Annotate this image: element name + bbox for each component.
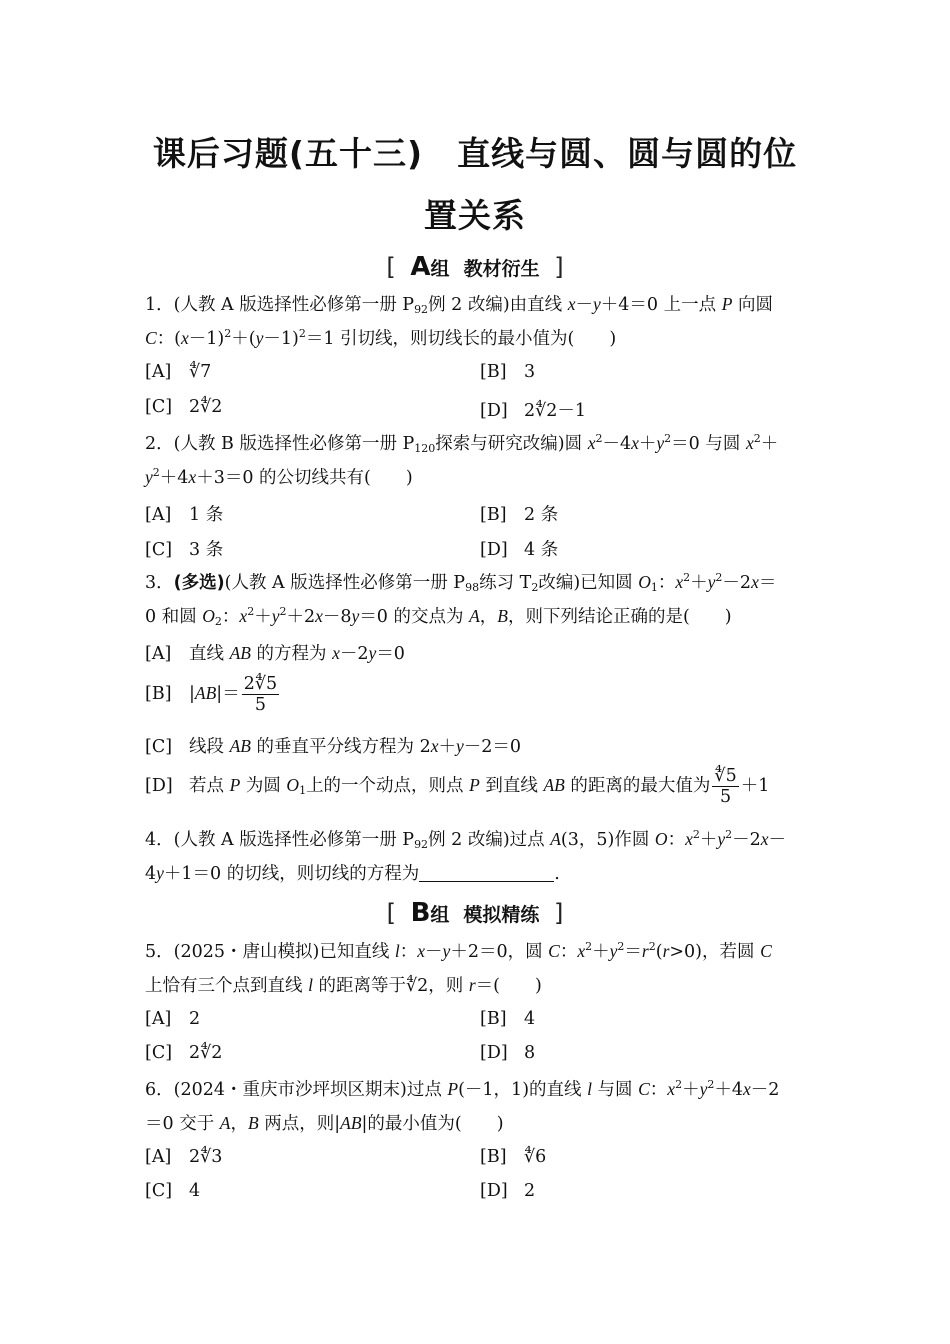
q3-option-d[interactable]: [D] 若点 P 为圆 $O_1$上的一个动点，则点 P 到直线 AB 的距离的最大值为 $\frac{∜5}{5}$ ＋1 [145, 766, 770, 807]
bracket-open: [ [386, 899, 396, 927]
q1-option-a[interactable]: [A] ∜7 [145, 362, 212, 382]
q3-option-b[interactable]: [B] |AB|＝ $\frac{2∜5}{5}$ [145, 674, 278, 715]
q6-line1: 6．(2024・重庆市沙坪坝区期末)过点 P(－1，1)的直线 l 与圆 C：$x^2+y^2+4x-2$ [145, 1078, 780, 1100]
q3-option-a[interactable]: [A] 直线 AB 的方程为 x－2y＝0 [145, 643, 405, 664]
bracket-close: ] [554, 899, 564, 927]
bracket-open: [ [386, 253, 396, 281]
q2-line2: $y^2+4x+3=0$ 的公切线共有( ) [145, 466, 413, 488]
q3-line1: 3．(多选)(人教 A 版选择性必修第一册 $P_{98}$练习 $T_2$改编)已知圆 $O_1$：$x^2+y^2-2x=$ [145, 571, 777, 594]
q6-option-b[interactable]: [B] ∜6 [480, 1147, 547, 1167]
q5-option-a[interactable]: [A] 2 [145, 1009, 201, 1029]
group-name: 模拟精练 [463, 904, 540, 926]
q1-line2: C：$(x-1)^2+(y-1)^2=1$ 引切线，则切线长的最小值为( ) [145, 327, 617, 349]
q5-option-d[interactable]: [D] 8 [480, 1043, 536, 1063]
bracket-close: ] [554, 253, 564, 281]
q1-option-d[interactable]: [D] 2∜2－1 [480, 401, 587, 421]
q6-option-a[interactable]: [A] 2∜3 [145, 1147, 223, 1167]
q4-line2: 4y＋1＝0 的切线，则切线的方程为 . [145, 863, 560, 884]
q5-line2: 上恰有三个点到直线 l 的距离等于∜2，则 r＝( ) [145, 975, 542, 996]
group-a-header [0, 252, 950, 282]
q2-option-b[interactable]: [B] 2 条 [480, 505, 559, 525]
q1-option-b[interactable]: [B] 3 [480, 362, 536, 382]
group-b-header [0, 898, 950, 928]
page-title-line1: 课后习题(五十三) 直线与圆、圆与圆的位 [152, 134, 798, 173]
q5-option-b[interactable]: [B] 4 [480, 1009, 536, 1029]
q5-line1: 5．(2025・唐山模拟)已知直线 l：x－y＋2＝0，圆 C：$x^2+y^2=r^2(r>0)$，若圆 C [145, 940, 772, 962]
q2-option-c[interactable]: [C] 3 条 [145, 540, 224, 560]
q2-line1: 2．(人教 B 版选择性必修第一册 $P_{120}$探索与研究改编)圆 $x^2-4x+y^2=0$ 与圆 $x^2+$ [145, 432, 779, 455]
q6-option-c[interactable]: [C] 4 [145, 1181, 201, 1201]
q1-option-c[interactable]: [C] 2∜2 [145, 397, 223, 417]
group-name: 教材衍生 [463, 258, 540, 280]
q2-option-a[interactable]: [A] 1 条 [145, 505, 224, 525]
q2-option-d[interactable]: [D] 4 条 [480, 540, 559, 560]
q5-option-c[interactable]: [C] 2∜2 [145, 1043, 223, 1063]
q3-line2: 0 和圆 $O_2$：$x^2+y^2+2x-8y=0$ 的交点为 A，B，则下列结论正确的是( ) [145, 605, 732, 628]
page-title-line2: 置关系 [424, 196, 526, 235]
q1-line1: 1．(人教 A 版选择性必修第一册 $P_{92}$例 2 改编)由直线 x－y＋4＝0 上一点 P 向圆 [145, 294, 773, 316]
q4-line1: 4．(人教 A 版选择性必修第一册 $P_{92}$例 2 改编)过点 A(3，5)作圆 O：$x^2+y^2-2x-$ [145, 828, 787, 851]
answer-blank[interactable] [419, 865, 554, 882]
group-zu: 组 [430, 258, 450, 280]
q6-line2: ＝0 交于 A，B 两点，则|AB|的最小值为( ) [145, 1113, 504, 1134]
q3-option-c[interactable]: [C] 线段 AB 的垂直平分线方程为 2x＋y－2＝0 [145, 736, 522, 757]
q6-option-d[interactable]: [D] 2 [480, 1181, 536, 1201]
group-letter: A [410, 252, 431, 282]
group-letter: B [410, 898, 431, 928]
fraction: $\frac{2∜5}{5}$ [243, 674, 278, 715]
fraction: $\frac{∜5}{5}$ [714, 766, 737, 807]
group-zu: 组 [430, 904, 450, 926]
